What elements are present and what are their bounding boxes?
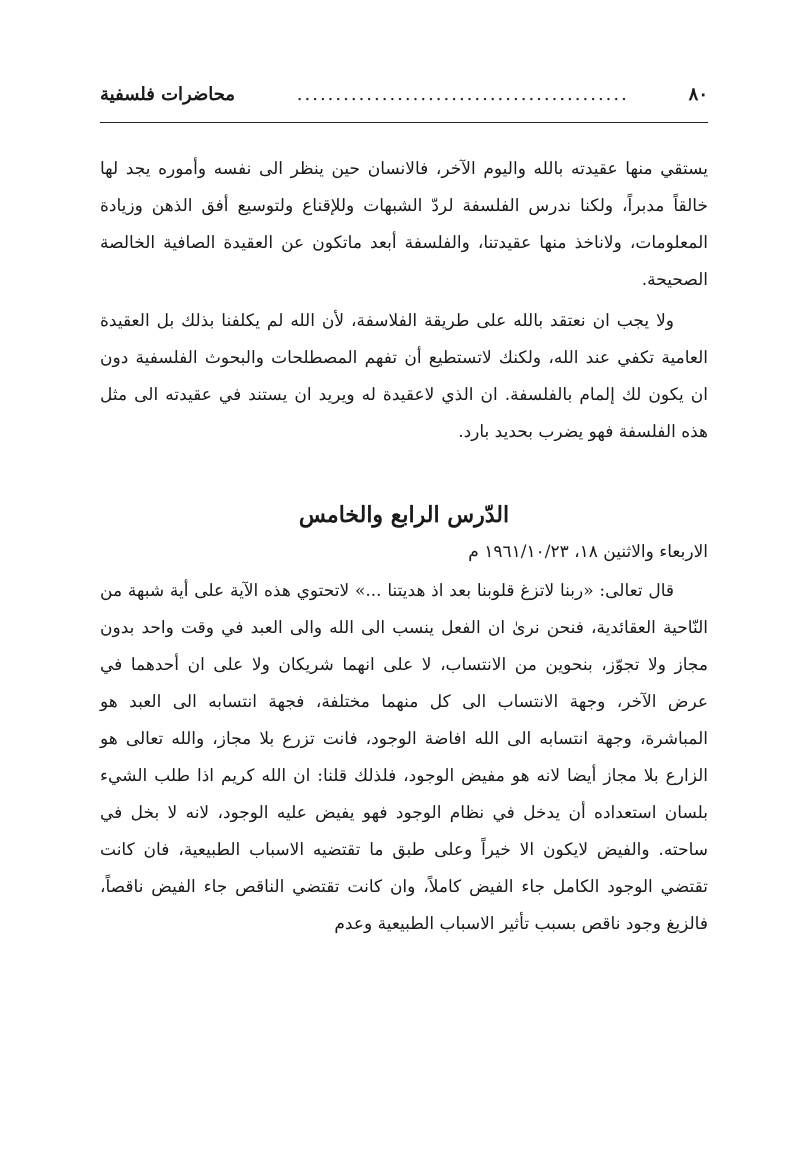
- page-number: ٨٠: [688, 84, 708, 105]
- running-header: [100, 84, 708, 120]
- paragraph-2: ولا يجب ان نعتقد بالله على طريقة الفلاسفة، لأن الله لم يكلفنا بذلك بل العقيدة العامية تكفي عند الله، ولكنك لاتستطيع أن تفهم المصطلحات والبحوث الفلسفية دون ان يكون لك إلمام بالفلسفة. ان الذي لاعقيدة له ويريد ان يستند في عقيدته الى مثل هذه الفلسفة فهو يضرب بحديد بارد.: [100, 311, 708, 442]
- header-leader-dots: ...........................................: [296, 84, 629, 105]
- lesson-date: الاربعاء والاثنين ١٨، ١٩٦١/١٠/٢٣ م: [468, 542, 708, 562]
- lesson-body: قال تعالى: «ربنا لاتزغ قلوبنا بعد اذ هديتنا ...» لاتحتوي هذه الآية على أية شبهة من النّاحية العقائدية، فنحن نرىٰ ان الفعل ينسب الى الله والى العبد في وقت واحد بدون مجاز ولا تجوّز، بنحوين من الانتساب، لا على انهما شريكان ولا على ان أحدهما في عرض الآخر، وجهة الانتساب الى كل منهما مختلفة، فجهة انتسابه الى العبد هو المباشرة، وجهة انتسابه الى الله افاضة الوجود، فانت تزرع بلا مجاز، والله تعالى هو الزارع بلا مجاز أيضا لانه هو مفيض الوجود، فلذلك قلنا: ان الله كريم اذا طلب الشيء بلسان استعداده أن يدخل في نظام الوجود فهو يفيض عليه الوجود، لانه لا بخل في ساحته. والفيض لايكون الا خيراً وعلى طبق ما تقتضيه الاسباب الطبيعية، فان كانت تقتضي الوجود الكامل جاء الفيض كاملاً، وان كانت تقتضي الناقص جاء الفيض ناقصاً، فالزيغ وجود ناقص بسبب تأثير الاسباب الطبيعية وعدم: [100, 581, 708, 934]
- header-rule: [100, 122, 708, 123]
- book-page: [100, 84, 708, 943]
- paragraph-1: يستقي منها عقيدته بالله واليوم الآخر، فالانسان حين ينظر الى نفسه وأموره يجد لها خالقاً مدبراً، ولكنا ندرس الفلسفة لردّ الشبهات وللإقناع ولتوسيع أفق الذهن وزيادة المعلومات، ولاناخذ منها عقيدتنا، والفلسفة أبعد ماتكون عن العقيدة الصافية الخالصة الصحيحة.: [100, 159, 708, 290]
- lesson-heading: الدّرس الرابع والخامس: [298, 502, 510, 528]
- running-title: محاضرات فلسفية: [100, 84, 235, 105]
